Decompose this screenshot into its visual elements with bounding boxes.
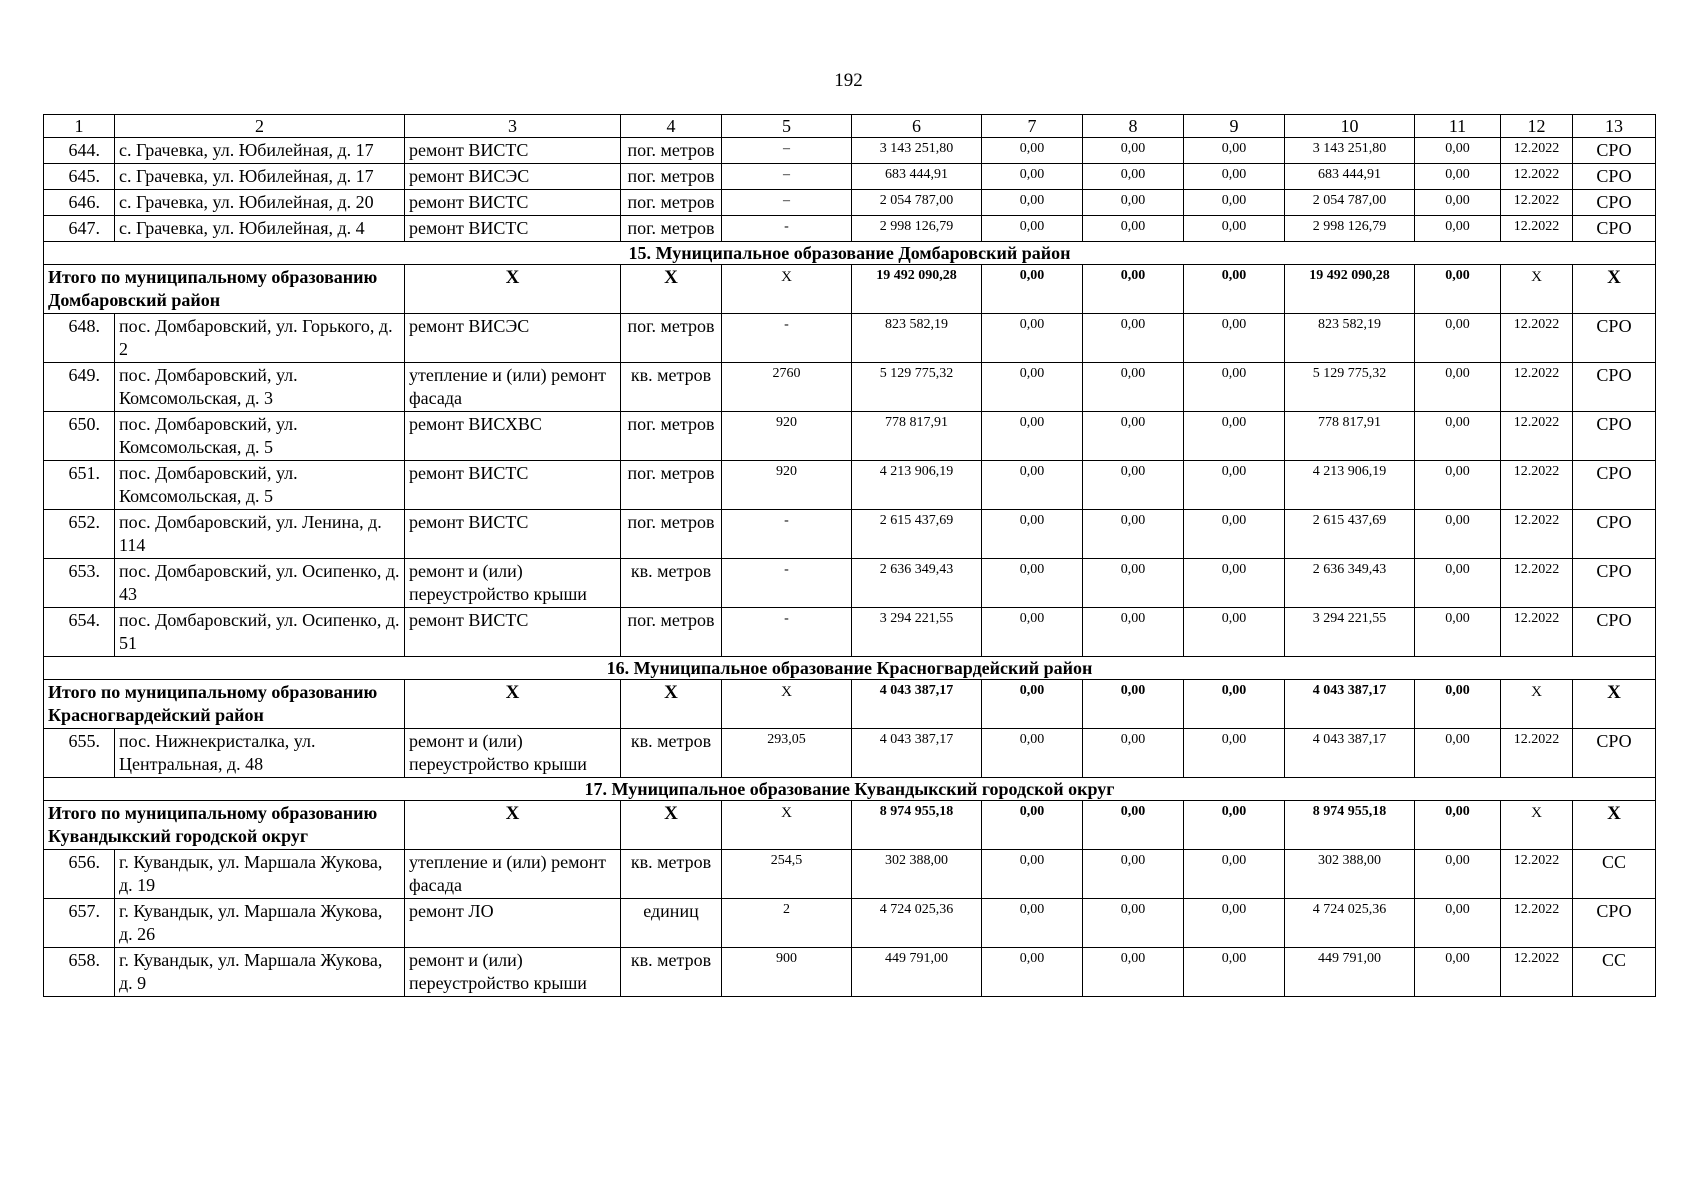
cost-8: 0,00 — [1083, 314, 1184, 363]
unit: кв. метров — [621, 559, 722, 608]
cost-7: 0,00 — [982, 948, 1083, 997]
method: СРО — [1573, 608, 1656, 657]
cost-11: 0,00 — [1415, 461, 1501, 510]
completion-date: 12.2022 — [1501, 899, 1573, 948]
x-mark: Х — [1501, 801, 1573, 850]
method: СРО — [1573, 729, 1656, 778]
cost-11: 0,00 — [1415, 314, 1501, 363]
cost-8: 0,00 — [1083, 412, 1184, 461]
cost-11: 0,00 — [1415, 510, 1501, 559]
method: СРО — [1573, 164, 1656, 190]
row-number: 656. — [44, 850, 115, 899]
table-row — [44, 138, 1656, 164]
method: СРО — [1573, 510, 1656, 559]
method: СС — [1573, 948, 1656, 997]
cost-9: 0,00 — [1184, 363, 1285, 412]
cost-10: 5 129 775,32 — [1285, 363, 1415, 412]
column-number: 3 — [405, 115, 621, 138]
cost-7: 0,00 — [982, 190, 1083, 216]
x-mark: Х — [621, 801, 722, 850]
quantity: 900 — [722, 948, 852, 997]
completion-date: 12.2022 — [1501, 164, 1573, 190]
cost-7: 0,00 — [982, 363, 1083, 412]
cost-8: 0,00 — [1083, 190, 1184, 216]
column-number: 5 — [722, 115, 852, 138]
completion-date: 12.2022 — [1501, 729, 1573, 778]
total-cost: 4 043 387,17 — [852, 680, 982, 729]
cost-7: 0,00 — [982, 216, 1083, 242]
column-number: 8 — [1083, 115, 1184, 138]
quantity: – — [722, 164, 852, 190]
total-cost: 823 582,19 — [852, 314, 982, 363]
cost-8: 0,00 — [1083, 461, 1184, 510]
cost-8: 0,00 — [1083, 164, 1184, 190]
cost-10: 2 636 349,43 — [1285, 559, 1415, 608]
address: с. Грачевка, ул. Юбилейная, д. 20 — [115, 190, 405, 216]
section-heading: 17. Муниципальное образование Кувандыкский городской округ — [44, 778, 1656, 801]
work-type: ремонт ВИСТС — [405, 138, 621, 164]
quantity: 293,05 — [722, 729, 852, 778]
cost-7: 0,00 — [982, 265, 1083, 314]
work-type: ремонт и (или) переустройство крыши — [405, 948, 621, 997]
row-number: 652. — [44, 510, 115, 559]
completion-date: 12.2022 — [1501, 216, 1573, 242]
row-number: 646. — [44, 190, 115, 216]
cost-10: 3 294 221,55 — [1285, 608, 1415, 657]
cost-7: 0,00 — [982, 850, 1083, 899]
column-number: 10 — [1285, 115, 1415, 138]
cost-11: 0,00 — [1415, 608, 1501, 657]
address: пос. Домбаровский, ул. Комсомольская, д. 3 — [115, 363, 405, 412]
cost-7: 0,00 — [982, 801, 1083, 850]
cost-9: 0,00 — [1184, 850, 1285, 899]
total-cost: 2 998 126,79 — [852, 216, 982, 242]
cost-7: 0,00 — [982, 680, 1083, 729]
table-row — [44, 363, 1656, 412]
column-number: 7 — [982, 115, 1083, 138]
column-number-row — [44, 115, 1656, 138]
column-number: 4 — [621, 115, 722, 138]
quantity: - — [722, 314, 852, 363]
column-number: 2 — [115, 115, 405, 138]
cost-8: 0,00 — [1083, 801, 1184, 850]
completion-date: 12.2022 — [1501, 948, 1573, 997]
completion-date: 12.2022 — [1501, 510, 1573, 559]
cost-9: 0,00 — [1184, 801, 1285, 850]
row-number: 654. — [44, 608, 115, 657]
row-number: 657. — [44, 899, 115, 948]
unit: пог. метров — [621, 138, 722, 164]
cost-11: 0,00 — [1415, 363, 1501, 412]
cost-7: 0,00 — [982, 510, 1083, 559]
total-cost: 4 724 025,36 — [852, 899, 982, 948]
address: с. Грачевка, ул. Юбилейная, д. 17 — [115, 164, 405, 190]
cost-9: 0,00 — [1184, 164, 1285, 190]
work-type: ремонт ВИСТС — [405, 510, 621, 559]
row-number: 655. — [44, 729, 115, 778]
x-mark: Х — [621, 265, 722, 314]
work-type: ремонт ВИСТС — [405, 190, 621, 216]
table-row — [44, 216, 1656, 242]
cost-10: 2 998 126,79 — [1285, 216, 1415, 242]
work-type: ремонт ВИСЭС — [405, 314, 621, 363]
x-mark: Х — [722, 265, 852, 314]
column-number: 12 — [1501, 115, 1573, 138]
cost-10: 778 817,91 — [1285, 412, 1415, 461]
cost-10: 2 054 787,00 — [1285, 190, 1415, 216]
completion-date: 12.2022 — [1501, 138, 1573, 164]
data-table — [43, 114, 1656, 997]
cost-11: 0,00 — [1415, 899, 1501, 948]
cost-11: 0,00 — [1415, 412, 1501, 461]
cost-11: 0,00 — [1415, 559, 1501, 608]
cost-11: 0,00 — [1415, 850, 1501, 899]
column-number: 9 — [1184, 115, 1285, 138]
page-number: 192 — [834, 70, 863, 91]
method: СРО — [1573, 461, 1656, 510]
unit: пог. метров — [621, 461, 722, 510]
unit: кв. метров — [621, 948, 722, 997]
x-mark: Х — [1501, 680, 1573, 729]
total-cost: 2 636 349,43 — [852, 559, 982, 608]
cost-7: 0,00 — [982, 138, 1083, 164]
cost-10: 8 974 955,18 — [1285, 801, 1415, 850]
row-number: 644. — [44, 138, 115, 164]
address: г. Кувандык, ул. Маршала Жукова, д. 26 — [115, 899, 405, 948]
total-cost: 3 294 221,55 — [852, 608, 982, 657]
cost-9: 0,00 — [1184, 608, 1285, 657]
cost-7: 0,00 — [982, 164, 1083, 190]
work-type: ремонт ВИСТС — [405, 461, 621, 510]
work-type: ремонт ВИСЭС — [405, 164, 621, 190]
cost-9: 0,00 — [1184, 461, 1285, 510]
unit: кв. метров — [621, 363, 722, 412]
cost-10: 4 213 906,19 — [1285, 461, 1415, 510]
cost-7: 0,00 — [982, 461, 1083, 510]
cost-10: 4 043 387,17 — [1285, 729, 1415, 778]
total-cost: 302 388,00 — [852, 850, 982, 899]
method: СРО — [1573, 138, 1656, 164]
cost-9: 0,00 — [1184, 559, 1285, 608]
total-cost: 2 054 787,00 — [852, 190, 982, 216]
unit: пог. метров — [621, 190, 722, 216]
row-number: 645. — [44, 164, 115, 190]
column-number: 13 — [1573, 115, 1656, 138]
section-heading-row — [44, 242, 1656, 265]
x-mark: Х — [405, 680, 621, 729]
x-mark: Х — [1573, 801, 1656, 850]
work-type: ремонт и (или) переустройство крыши — [405, 729, 621, 778]
total-cost: 449 791,00 — [852, 948, 982, 997]
table-row — [44, 729, 1656, 778]
cost-11: 0,00 — [1415, 265, 1501, 314]
cost-9: 0,00 — [1184, 314, 1285, 363]
column-number: 6 — [852, 115, 982, 138]
row-number: 650. — [44, 412, 115, 461]
cost-10: 2 615 437,69 — [1285, 510, 1415, 559]
column-number: 1 — [44, 115, 115, 138]
quantity: 254,5 — [722, 850, 852, 899]
cost-9: 0,00 — [1184, 265, 1285, 314]
completion-date: 12.2022 — [1501, 363, 1573, 412]
row-number: 653. — [44, 559, 115, 608]
work-type: ремонт ВИСХВС — [405, 412, 621, 461]
quantity: – — [722, 138, 852, 164]
row-number: 649. — [44, 363, 115, 412]
table-row — [44, 164, 1656, 190]
method: СРО — [1573, 190, 1656, 216]
work-type: ремонт ЛО — [405, 899, 621, 948]
unit: пог. метров — [621, 510, 722, 559]
completion-date: 12.2022 — [1501, 608, 1573, 657]
cost-7: 0,00 — [982, 608, 1083, 657]
cost-11: 0,00 — [1415, 729, 1501, 778]
cost-10: 4 724 025,36 — [1285, 899, 1415, 948]
cost-7: 0,00 — [982, 314, 1083, 363]
cost-8: 0,00 — [1083, 510, 1184, 559]
cost-9: 0,00 — [1184, 216, 1285, 242]
address: пос. Домбаровский, ул. Ленина, д. 114 — [115, 510, 405, 559]
work-type: утепление и (или) ремонт фасада — [405, 850, 621, 899]
completion-date: 12.2022 — [1501, 850, 1573, 899]
cost-7: 0,00 — [982, 559, 1083, 608]
cost-8: 0,00 — [1083, 216, 1184, 242]
cost-9: 0,00 — [1184, 412, 1285, 461]
x-mark: Х — [621, 680, 722, 729]
address: пос. Домбаровский, ул. Осипенко, д. 43 — [115, 559, 405, 608]
cost-10: 3 143 251,80 — [1285, 138, 1415, 164]
cost-8: 0,00 — [1083, 729, 1184, 778]
row-number: 647. — [44, 216, 115, 242]
completion-date: 12.2022 — [1501, 412, 1573, 461]
table-row — [44, 190, 1656, 216]
unit: пог. метров — [621, 412, 722, 461]
table-row — [44, 412, 1656, 461]
method: СРО — [1573, 412, 1656, 461]
table-row — [44, 510, 1656, 559]
cost-9: 0,00 — [1184, 190, 1285, 216]
quantity: 920 — [722, 461, 852, 510]
total-label: Итого по муниципальному образованию Красногвардейский район — [44, 680, 405, 729]
method: СРО — [1573, 899, 1656, 948]
cost-7: 0,00 — [982, 729, 1083, 778]
work-type: ремонт ВИСТС — [405, 608, 621, 657]
unit: кв. метров — [621, 729, 722, 778]
quantity: - — [722, 216, 852, 242]
unit: пог. метров — [621, 164, 722, 190]
total-cost: 778 817,91 — [852, 412, 982, 461]
row-number: 658. — [44, 948, 115, 997]
section-heading: 15. Муниципальное образование Домбаровский район — [44, 242, 1656, 265]
cost-7: 0,00 — [982, 899, 1083, 948]
cost-10: 683 444,91 — [1285, 164, 1415, 190]
total-row — [44, 801, 1656, 850]
total-row — [44, 265, 1656, 314]
cost-10: 302 388,00 — [1285, 850, 1415, 899]
work-type: утепление и (или) ремонт фасада — [405, 363, 621, 412]
unit: единиц — [621, 899, 722, 948]
cost-9: 0,00 — [1184, 680, 1285, 729]
completion-date: 12.2022 — [1501, 314, 1573, 363]
total-label: Итого по муниципальному образованию Домбаровский район — [44, 265, 405, 314]
address: пос. Домбаровский, ул. Комсомольская, д. 5 — [115, 461, 405, 510]
x-mark: Х — [1501, 265, 1573, 314]
method: СРО — [1573, 559, 1656, 608]
row-number: 651. — [44, 461, 115, 510]
cost-10: 19 492 090,28 — [1285, 265, 1415, 314]
address: пос. Домбаровский, ул. Горького, д. 2 — [115, 314, 405, 363]
cost-8: 0,00 — [1083, 265, 1184, 314]
quantity: 920 — [722, 412, 852, 461]
quantity: - — [722, 559, 852, 608]
x-mark: Х — [1573, 680, 1656, 729]
cost-7: 0,00 — [982, 412, 1083, 461]
x-mark: Х — [722, 801, 852, 850]
total-label: Итого по муниципальному образованию Кувандыкский городской округ — [44, 801, 405, 850]
table-row — [44, 948, 1656, 997]
work-type: ремонт и (или) переустройство крыши — [405, 559, 621, 608]
address: г. Кувандык, ул. Маршала Жукова, д. 9 — [115, 948, 405, 997]
cost-10: 4 043 387,17 — [1285, 680, 1415, 729]
address: г. Кувандык, ул. Маршала Жукова, д. 19 — [115, 850, 405, 899]
cost-9: 0,00 — [1184, 948, 1285, 997]
total-cost: 5 129 775,32 — [852, 363, 982, 412]
x-mark: Х — [722, 680, 852, 729]
address: пос. Домбаровский, ул. Осипенко, д. 51 — [115, 608, 405, 657]
quantity: 2760 — [722, 363, 852, 412]
unit: пог. метров — [621, 216, 722, 242]
x-mark: Х — [1573, 265, 1656, 314]
method: СС — [1573, 850, 1656, 899]
table-row — [44, 608, 1656, 657]
cost-11: 0,00 — [1415, 801, 1501, 850]
cost-9: 0,00 — [1184, 138, 1285, 164]
cost-8: 0,00 — [1083, 680, 1184, 729]
column-number: 11 — [1415, 115, 1501, 138]
cost-8: 0,00 — [1083, 363, 1184, 412]
unit: кв. метров — [621, 850, 722, 899]
section-heading-row — [44, 657, 1656, 680]
quantity: - — [722, 510, 852, 559]
section-heading: 16. Муниципальное образование Красногвардейский район — [44, 657, 1656, 680]
cost-11: 0,00 — [1415, 138, 1501, 164]
total-cost: 2 615 437,69 — [852, 510, 982, 559]
cost-8: 0,00 — [1083, 559, 1184, 608]
total-cost: 4 213 906,19 — [852, 461, 982, 510]
total-row — [44, 680, 1656, 729]
address: с. Грачевка, ул. Юбилейная, д. 17 — [115, 138, 405, 164]
completion-date: 12.2022 — [1501, 559, 1573, 608]
unit: пог. метров — [621, 608, 722, 657]
total-cost: 683 444,91 — [852, 164, 982, 190]
work-type: ремонт ВИСТС — [405, 216, 621, 242]
cost-11: 0,00 — [1415, 680, 1501, 729]
cost-8: 0,00 — [1083, 608, 1184, 657]
completion-date: 12.2022 — [1501, 461, 1573, 510]
section-heading-row — [44, 778, 1656, 801]
address: пос. Нижнекристалка, ул. Центральная, д. 48 — [115, 729, 405, 778]
method: СРО — [1573, 216, 1656, 242]
method: СРО — [1573, 314, 1656, 363]
quantity: 2 — [722, 899, 852, 948]
total-cost: 19 492 090,28 — [852, 265, 982, 314]
cost-8: 0,00 — [1083, 138, 1184, 164]
cost-8: 0,00 — [1083, 899, 1184, 948]
cost-10: 449 791,00 — [1285, 948, 1415, 997]
total-cost: 8 974 955,18 — [852, 801, 982, 850]
table-row — [44, 559, 1656, 608]
cost-9: 0,00 — [1184, 729, 1285, 778]
total-cost: 3 143 251,80 — [852, 138, 982, 164]
cost-8: 0,00 — [1083, 948, 1184, 997]
quantity: - — [722, 608, 852, 657]
address: с. Грачевка, ул. Юбилейная, д. 4 — [115, 216, 405, 242]
method: СРО — [1573, 363, 1656, 412]
cost-11: 0,00 — [1415, 190, 1501, 216]
x-mark: Х — [405, 801, 621, 850]
table-row — [44, 899, 1656, 948]
cost-9: 0,00 — [1184, 510, 1285, 559]
cost-11: 0,00 — [1415, 164, 1501, 190]
x-mark: Х — [405, 265, 621, 314]
completion-date: 12.2022 — [1501, 190, 1573, 216]
table-row — [44, 461, 1656, 510]
unit: пог. метров — [621, 314, 722, 363]
cost-11: 0,00 — [1415, 948, 1501, 997]
cost-10: 823 582,19 — [1285, 314, 1415, 363]
quantity: – — [722, 190, 852, 216]
table-body — [44, 115, 1656, 997]
table-row — [44, 850, 1656, 899]
cost-11: 0,00 — [1415, 216, 1501, 242]
row-number: 648. — [44, 314, 115, 363]
address: пос. Домбаровский, ул. Комсомольская, д. 5 — [115, 412, 405, 461]
table-row — [44, 314, 1656, 363]
cost-8: 0,00 — [1083, 850, 1184, 899]
total-cost: 4 043 387,17 — [852, 729, 982, 778]
cost-9: 0,00 — [1184, 899, 1285, 948]
